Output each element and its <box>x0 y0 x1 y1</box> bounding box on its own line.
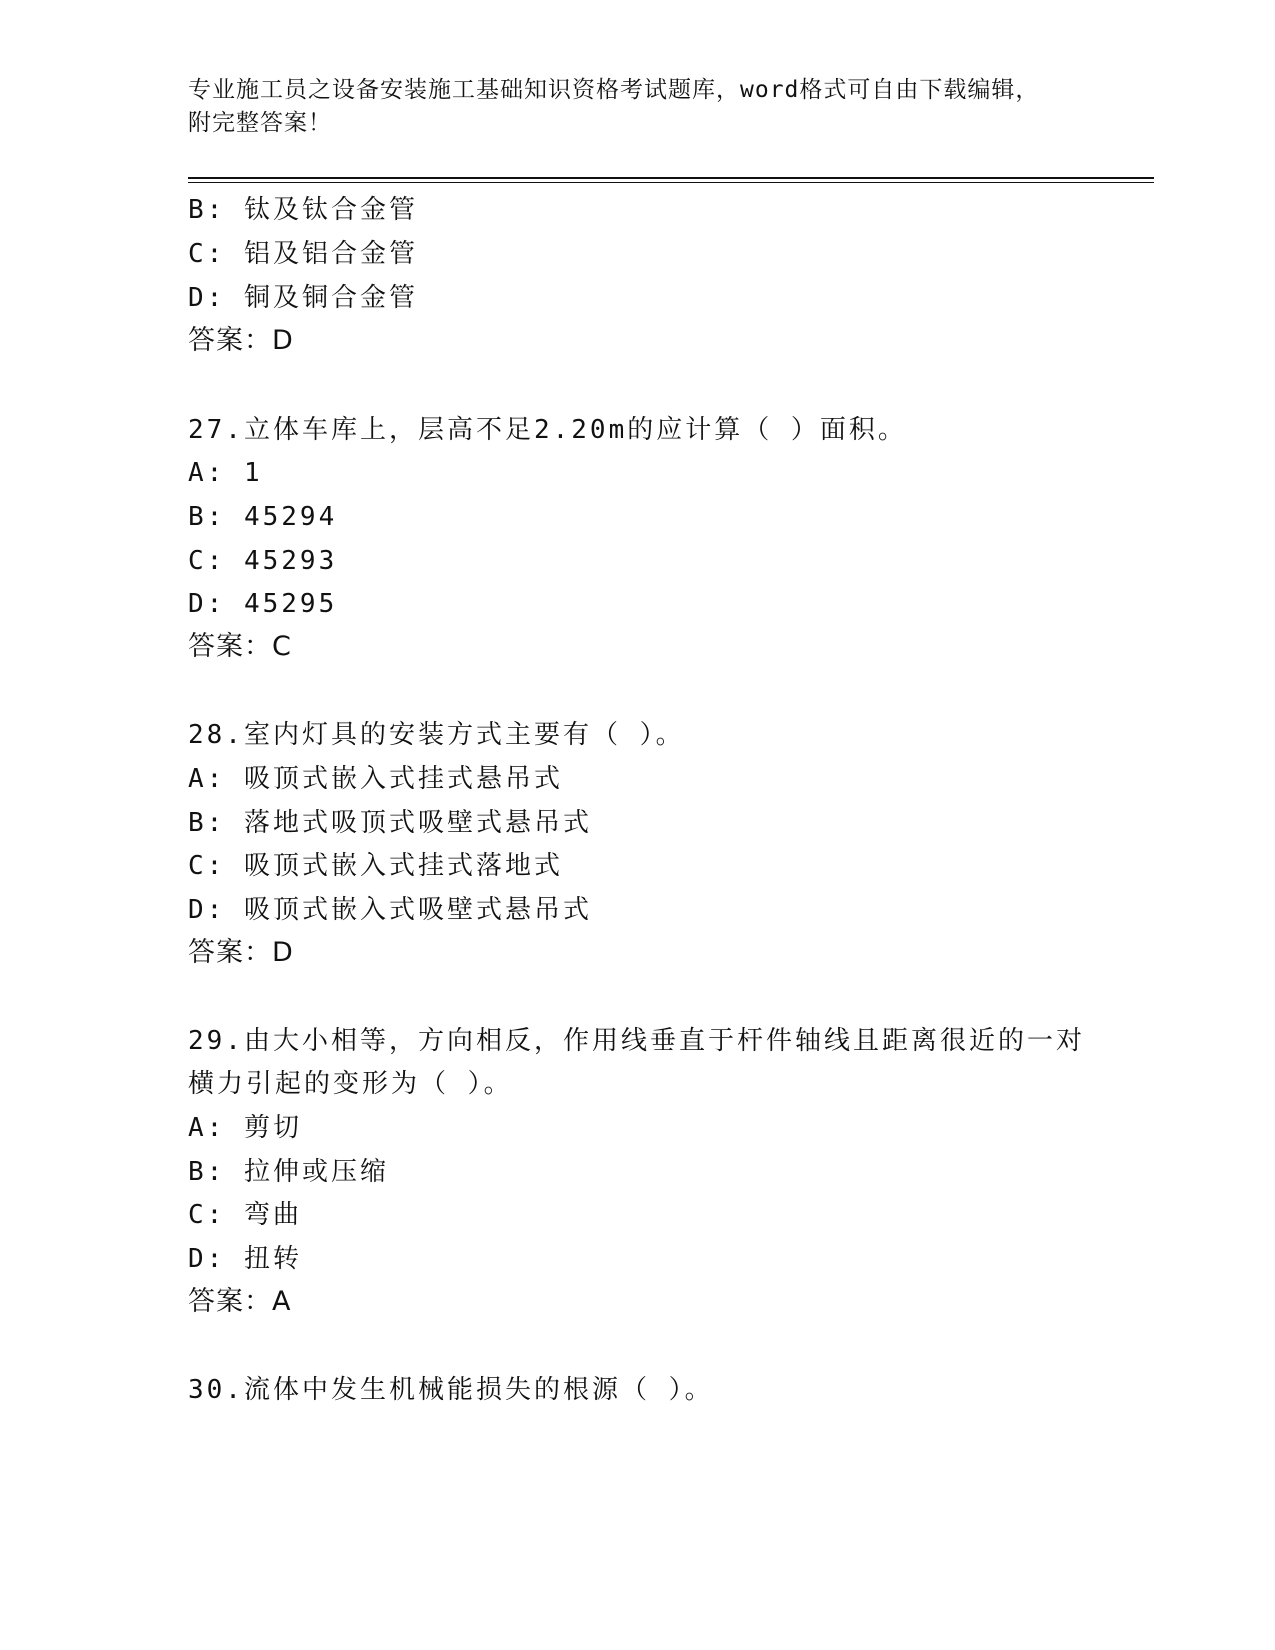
q27-option-a: A: 1 <box>188 458 263 488</box>
q28-option-b: B: 落地式吸顶式吸壁式悬吊式 <box>188 808 592 838</box>
q29-option-b: B: 拉伸或压缩 <box>188 1157 389 1187</box>
header-line-2: 附完整答案！ <box>188 110 332 136</box>
q27-option-d: D: 45295 <box>188 589 338 619</box>
q26-answer: 答案：D <box>188 325 294 356</box>
q27-option-c: C: 45293 <box>188 546 338 576</box>
document-header <box>188 74 1068 140</box>
q29-option-a: A: 剪切 <box>188 1113 302 1143</box>
header-line-1: 专业施工员之设备安装施工基础知识资格考试题库，word格式可自由下载编辑， <box>188 77 1040 103</box>
q26-option-d: D: 铜及铜合金管 <box>188 283 418 313</box>
q27-option-b: B: 45294 <box>188 502 338 532</box>
q28-answer: 答案：D <box>188 937 294 968</box>
q27-question: 27.立体车库上，层高不足2.20m的应计算（ ）面积。 <box>188 415 907 445</box>
q28-question: 28.室内灯具的安装方式主要有（ ）。 <box>188 720 685 750</box>
header-divider-thin <box>188 182 1154 183</box>
q26-option-b: B: 钛及钛合金管 <box>188 195 418 225</box>
q27-answer: 答案：C <box>188 631 292 662</box>
q28-option-a: A: 吸顶式嵌入式挂式悬吊式 <box>188 764 563 794</box>
q29-question-line-2: 横力引起的变形为（ ）。 <box>188 1069 513 1099</box>
q29-option-c: C: 弯曲 <box>188 1200 302 1230</box>
q30-question: 30.流体中发生机械能损失的根源（ ）。 <box>188 1375 714 1405</box>
header-divider-thick <box>188 177 1154 179</box>
q28-option-d: D: 吸顶式嵌入式吸壁式悬吊式 <box>188 895 592 925</box>
q29-answer: 答案：A <box>188 1286 292 1317</box>
q29-question-line-1: 29.由大小相等，方向相反，作用线垂直于杆件轴线且距离很近的一对 <box>188 1026 1085 1056</box>
q29-option-d: D: 扭转 <box>188 1244 302 1274</box>
q26-option-c: C: 铝及铝合金管 <box>188 239 418 269</box>
q28-option-c: C: 吸顶式嵌入式挂式落地式 <box>188 851 563 881</box>
